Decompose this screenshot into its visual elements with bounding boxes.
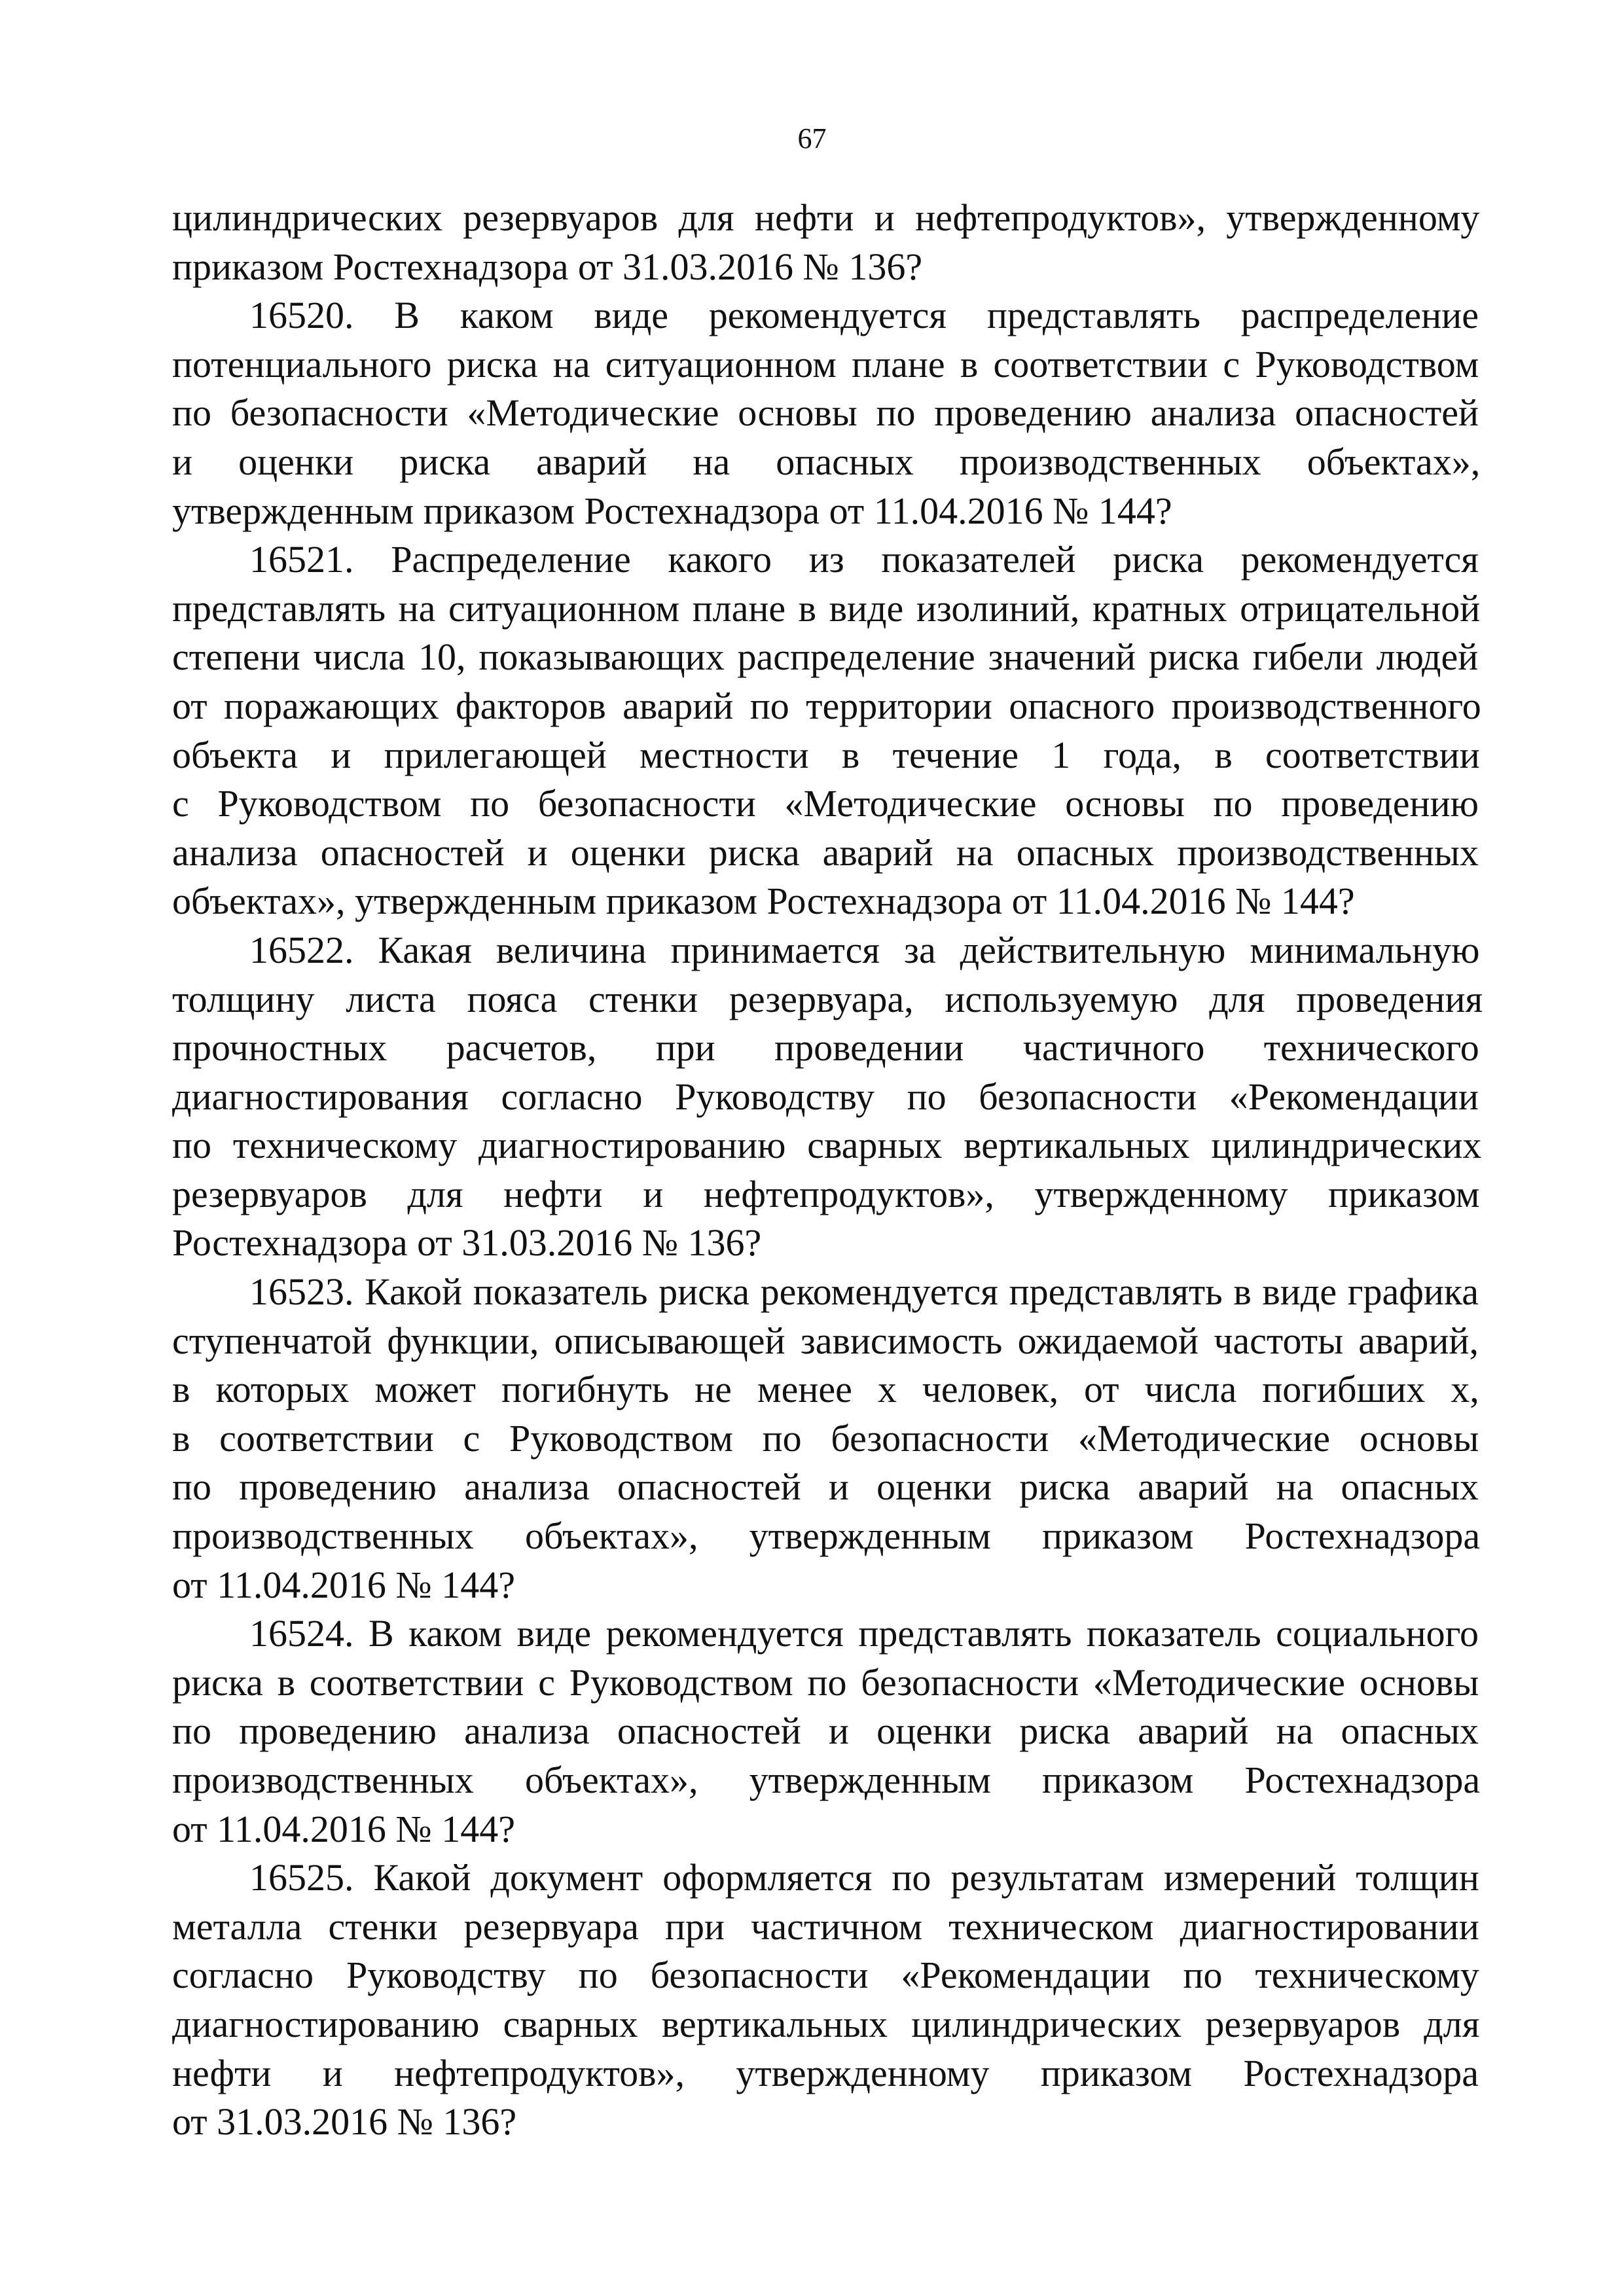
question-16522 [172,926,1483,1268]
text-line: диагностирования согласно Руководству по безопасности «Рекомендации [172,1075,1479,1118]
document-body [172,194,1483,2147]
text-line: по проведению анализа опасностей и оценки риска аварий на опасных [172,1710,1479,1753]
question-16525 [172,1854,1479,2147]
text-line: степени числа 10, показывающих распределение значений риска гибели людей [172,636,1479,679]
question-16520 [172,291,1479,535]
text-line: производственных объектах», утвержденным приказом Ростехнадзора [172,1515,1481,1558]
text-line: с Руководством по безопасности «Методические основы по проведению [172,782,1479,825]
question-16523 [172,1268,1479,1609]
text-line: в которых может погибнуть не менее x человек, от числа погибших x, [172,1368,1479,1411]
text-line: по техническому диагностированию сварных вертикальных цилиндрических [172,1124,1482,1167]
text-line: цилиндрических резервуаров для нефти и нефтепродуктов», утвержденному [172,196,1480,239]
text-line: по безопасности «Методические основы по проведению анализа опасностей [172,391,1479,435]
text-line: 16521. Распределение какого из показателей риска рекомендуется [249,538,1479,581]
text-line: производственных объектах», утвержденным приказом Ростехнадзора [172,1759,1481,1801]
text-line: потенциального риска на ситуационном плане в соответствии с Руководством [172,342,1479,386]
text-line: согласно Руководству по безопасности «Рекомендации по техническому [172,1954,1479,1997]
text-line: 16522. Какая величина принимается за действительную минимальную [249,928,1480,971]
text-line: от поражающих факторов аварий по территории опасного производственного [172,684,1481,727]
question-16521 [172,535,1479,926]
text-line: по проведению анализа опасностей и оценки риска аварий на опасных [172,1465,1479,1509]
text-line: и оценки риска аварий на опасных производственных объектах», [172,440,1481,483]
text-line: утвержденным приказом Ростехнадзора от 11.04.2016 № 144? [172,489,1172,532]
text-line: 16525. Какой документ оформляется по результатам измерений толщин [249,1856,1479,1899]
text-line: от 11.04.2016 № 144? [172,1807,516,1850]
text-line: от 31.03.2016 № 136? [172,2100,517,2144]
text-line: диагностированию сварных вертикальных цилиндрических резервуаров для [172,2002,1480,2045]
text-line: приказом Ростехнадзора от 31.03.2016 № 136? [172,245,923,288]
text-line: в соответствии с Руководством по безопасности «Методические основы [172,1416,1479,1460]
text-line: представлять на ситуационном плане в виде изолиний, кратных отрицательной [172,586,1481,630]
text-line: металла стенки резервуара при частичном техническом диагностировании [172,1905,1479,1948]
text-line: 16524. В каком виде рекомендуется представлять показатель социального [249,1612,1479,1655]
text-line: объекта и прилегающей местности в течение 1 года, в соответствии [172,733,1480,776]
text-line: прочностных расчетов, при проведении частичного технического [172,1026,1479,1069]
text-line: объектах», утвержденным приказом Ростехнадзора от 11.04.2016 № 144? [172,880,1355,923]
text-line: нефти и нефтепродуктов», утвержденному приказом Ростехнадзора [172,2051,1479,2094]
paragraph-continuation [172,194,1479,291]
text-line: 16520. В каком виде рекомендуется представлять распределение [249,294,1479,337]
text-line: Ростехнадзора от 31.03.2016 № 136? [172,1221,762,1265]
text-line: 16523. Какой показатель риска рекомендуется представлять в виде графика [249,1270,1479,1314]
text-line: риска в соответствии с Руководством по безопасности «Методические основы [172,1660,1479,1704]
text-line: толщину листа пояса стенки резервуара, используемую для проведения [172,977,1483,1020]
text-line: ступенчатой функции, описывающей зависимость ожидаемой частоты аварий, [172,1319,1479,1362]
page-number: 67 [797,122,827,154]
text-line: резервуаров для нефти и нефтепродуктов», утвержденному приказом [172,1172,1480,1215]
text-line: анализа опасностей и оценки риска аварий на опасных производственных [172,831,1479,874]
text-line: от 11.04.2016 № 144? [172,1563,516,1606]
question-16524 [172,1609,1479,1854]
